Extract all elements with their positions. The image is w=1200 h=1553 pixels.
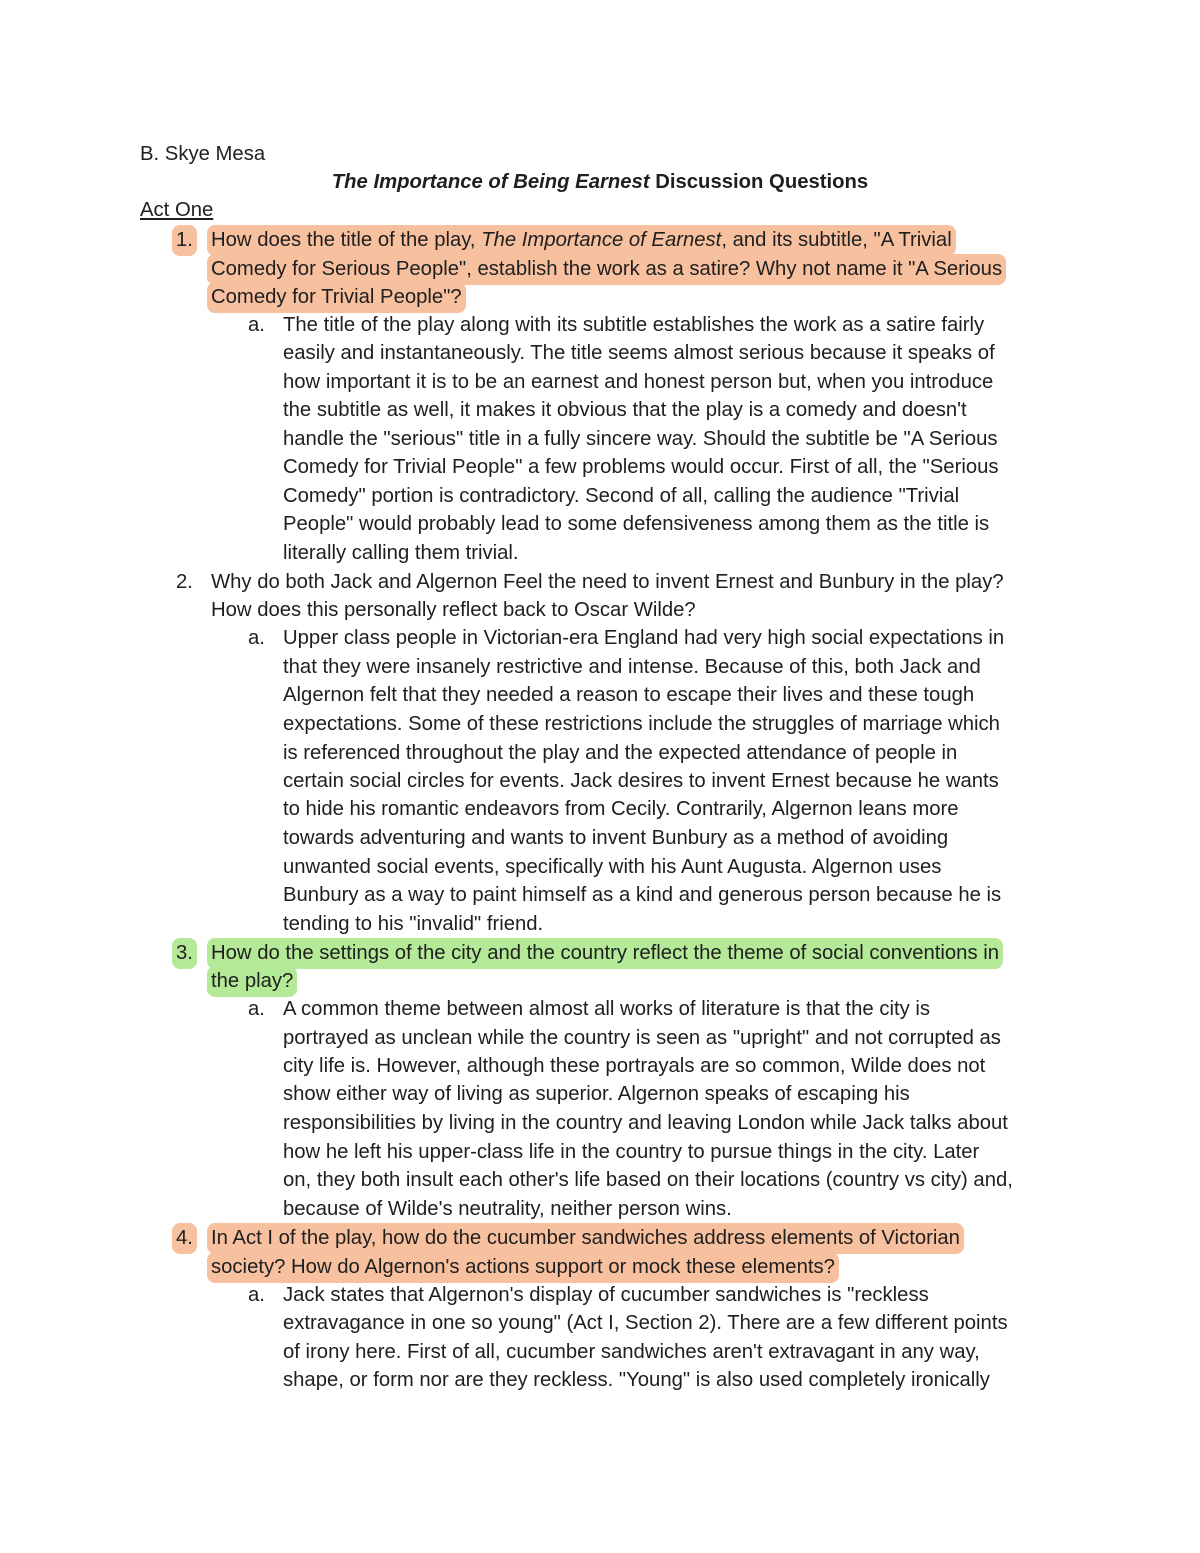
answer-line: The title of the play along with its subtitle establishes the work as a satire fairly xyxy=(283,314,985,336)
answer-line: city life is. However, although these portrayals are so common, Wilde does not xyxy=(283,1055,986,1077)
answer-line: Algernon felt that they needed a reason to escape their lives and these tough xyxy=(283,684,975,706)
question-1-number: 1. xyxy=(172,225,197,256)
question-4-number: 4. xyxy=(172,1223,197,1254)
question-3-number: 3. xyxy=(172,938,197,969)
answer-line: of irony here. First of all, cucumber sandwiches aren't extravagant in any way, xyxy=(283,1341,980,1363)
answer-line: how he left his upper-class life in the country to pursue things in the city. Later xyxy=(283,1141,980,1163)
answer-line: because of Wilde's neutrality, neither person wins. xyxy=(283,1198,732,1220)
answer-line: the subtitle as well, it makes it obvious that the play is a comedy and doesn't xyxy=(283,399,967,421)
question-1-line-3: Comedy for Trivial People"? xyxy=(207,282,466,313)
section-heading: Act One xyxy=(140,199,214,221)
answer-line: on, they both insult each other's life based on their locations (country vs city) and, xyxy=(283,1169,1013,1191)
answer-3-marker: a. xyxy=(248,998,265,1020)
answer-line: to hide his romantic endeavors from Cecily. Contrarily, Algernon leans more xyxy=(283,798,959,820)
answer-line: handle the "serious" title in a fully sincere way. Should the subtitle be "A Serious xyxy=(283,428,998,450)
answer-line: show either way of living as superior. Algernon speaks of escaping his xyxy=(283,1083,910,1105)
answer-line: unwanted social events, specifically with his Aunt Augusta. Algernon uses xyxy=(283,856,942,878)
answer-line: People" would probably lead to some defensiveness among them as the title is xyxy=(283,513,990,535)
title-rest: Discussion Questions xyxy=(649,171,869,193)
answer-line: extravagance in one so young" (Act I, Section 2). There are a few different points xyxy=(283,1312,1008,1334)
question-4-line-2: society? How do Algernon's actions support or mock these elements? xyxy=(207,1252,839,1283)
question-4-line-1: In Act I of the play, how do the cucumber sandwiches address elements of Victorian xyxy=(207,1223,964,1254)
answer-line: easily and instantaneously. The title seems almost serious because it speaks of xyxy=(283,342,995,364)
question-2-number: 2. xyxy=(176,571,193,593)
question-1-line-2: Comedy for Serious People", establish the work as a satire? Why not name it "A Serious xyxy=(207,254,1006,285)
answer-line: Upper class people in Victorian-era England had very high social expectations in xyxy=(283,627,1005,649)
question-3-line-1: How do the settings of the city and the country reflect the theme of social conventions in xyxy=(207,938,1003,969)
answer-line: Comedy for Trivial People" a few problems would occur. First of all, the "Serious xyxy=(283,456,999,478)
answer-line: Jack states that Algernon's display of cucumber sandwiches is "reckless xyxy=(283,1284,929,1306)
answer-line: A common theme between almost all works of literature is that the city is xyxy=(283,998,931,1020)
question-1-line-1: How does the title of the play, The Importance of Earnest, and its subtitle, "A Trivial xyxy=(207,225,956,256)
answer-line: is referenced throughout the play and the expected attendance of people in xyxy=(283,742,958,764)
answer-line: Bunbury as a way to paint himself as a kind and generous person because he is xyxy=(283,884,1002,906)
question-3-line-2: the play? xyxy=(207,966,297,997)
answer-line: how important it is to be an earnest and honest person but, when you introduce xyxy=(283,371,994,393)
answer-2-marker: a. xyxy=(248,627,265,649)
answer-1-marker: a. xyxy=(248,314,265,336)
document-title xyxy=(0,168,1200,197)
answer-4-marker: a. xyxy=(248,1284,265,1306)
answer-line: certain social circles for events. Jack desires to invent Ernest because he wants xyxy=(283,770,999,792)
answer-line: tending to his "invalid" friend. xyxy=(283,913,544,935)
answer-line: that they were insanely restrictive and intense. Because of this, both Jack and xyxy=(283,656,981,678)
answer-line: expectations. Some of these restrictions include the struggles of marriage which xyxy=(283,713,1000,735)
answer-line: towards adventuring and wants to invent Bunbury as a method of avoiding xyxy=(283,827,949,849)
answer-line: portrayed as unclean while the country is seen as "upright" and not corrupted as xyxy=(283,1027,1001,1049)
question-line: How does this personally reflect back to Oscar Wilde? xyxy=(211,599,696,621)
answer-line: Comedy" portion is contradictory. Second of all, calling the audience "Trivial xyxy=(283,485,960,507)
answer-line: literally calling them trivial. xyxy=(283,542,519,564)
answer-line: responsibilities by living in the country and leaving London while Jack talks about xyxy=(283,1112,1008,1134)
title-italic: The Importance of Being Earnest xyxy=(331,171,650,193)
answer-line: shape, or form nor are they reckless. "Young" is also used completely ironically xyxy=(283,1369,990,1391)
question-line: Why do both Jack and Algernon Feel the need to invent Ernest and Bunbury in the play? xyxy=(211,571,1004,593)
author-name: B. Skye Mesa xyxy=(140,143,266,165)
